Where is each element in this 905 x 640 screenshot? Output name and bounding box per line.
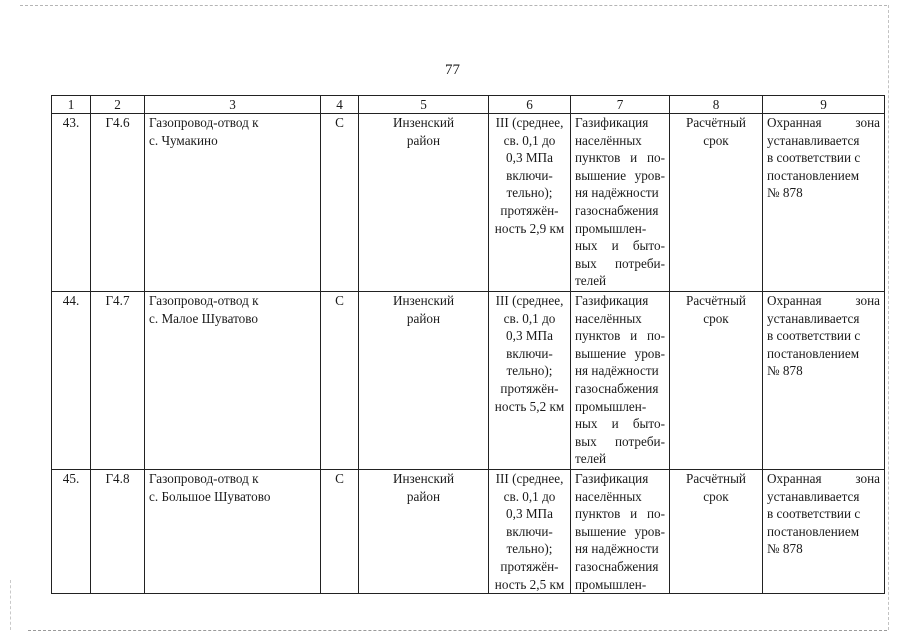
object-name-line: Газопровод-отвод к — [149, 293, 259, 308]
object-name — [145, 114, 321, 292]
object-term-line: срок — [703, 310, 729, 326]
object-goal-line: телей — [575, 273, 607, 289]
object-zone — [763, 470, 885, 594]
object-zone-line: устанавливается — [767, 310, 860, 326]
table-row — [52, 114, 885, 292]
object-parameters-line: включи- — [506, 345, 553, 361]
object-parameters — [489, 292, 571, 470]
column-header: 4 — [321, 96, 359, 114]
object-zone-line: устанавливается — [767, 488, 860, 504]
object-goal-line: ных и быто- — [575, 416, 665, 432]
object-goal — [571, 470, 670, 594]
object-category: С — [321, 470, 359, 594]
object-term-line: Расчётный — [685, 471, 746, 486]
object-zone-line: в соответствии с — [767, 506, 861, 522]
object-parameters-line: протяжён- — [500, 380, 559, 396]
object-parameters-line: включи- — [506, 523, 553, 539]
object-parameters-line: св. 0,1 до — [503, 488, 556, 504]
object-parameters-line: III (среднее, — [495, 115, 564, 130]
object-district — [359, 470, 489, 594]
column-header: 5 — [359, 96, 489, 114]
object-goal-line: населённых — [575, 488, 642, 504]
object-zone-line: Охранная зона — [767, 293, 880, 308]
object-goal-line: газоснабжения — [575, 202, 659, 218]
object-term-line: срок — [703, 132, 729, 148]
object-parameters-line: протяжён- — [500, 558, 559, 574]
object-district-line: Инзенский — [392, 293, 455, 308]
object-name-line: Газопровод-отвод к — [149, 115, 259, 130]
object-goal-line: ных и быто- — [575, 238, 665, 254]
object-goal-line: газоснабжения — [575, 558, 659, 574]
object-goal-line: пунктов и по- — [575, 328, 665, 344]
objects-table — [51, 95, 885, 594]
table-row — [52, 292, 885, 470]
object-zone-line: № 878 — [767, 541, 803, 557]
object-district-line: район — [406, 132, 441, 148]
object-zone-line: № 878 — [767, 185, 803, 201]
object-goal-line: Газификация — [575, 293, 649, 308]
object-zone-line: Охранная зона — [767, 115, 880, 130]
object-zone-line: постановлением — [767, 345, 860, 361]
row-number: 45. — [52, 470, 91, 594]
object-zone — [763, 114, 885, 292]
object-district-line: Инзенский — [392, 115, 455, 130]
object-goal-line: промышлен- — [575, 398, 647, 414]
column-header: 7 — [571, 96, 670, 114]
object-goal-line: вышение уров- — [575, 345, 665, 361]
object-goal-line: ня надёжности — [575, 185, 659, 201]
object-parameters-line: 0,3 МПа — [506, 328, 553, 344]
object-term — [670, 292, 763, 470]
object-parameters — [489, 470, 571, 594]
object-zone-line: Охранная зона — [767, 471, 880, 486]
object-goal-line: ня надёжности — [575, 363, 659, 379]
object-goal — [571, 114, 670, 292]
object-parameters-line: 0,3 МПа — [506, 506, 553, 522]
table-row — [52, 470, 885, 594]
object-name-line: Газопровод-отвод к — [149, 471, 259, 486]
column-header: 3 — [145, 96, 321, 114]
object-goal-line: Газификация — [575, 471, 649, 486]
column-header: 9 — [763, 96, 885, 114]
object-zone-line: № 878 — [767, 363, 803, 379]
object-term — [670, 114, 763, 292]
object-parameters-line: св. 0,1 до — [503, 132, 556, 148]
scan-edge-bottom — [28, 630, 887, 631]
object-category: С — [321, 292, 359, 470]
object-parameters-line: ность 2,5 км — [494, 576, 565, 592]
object-goal-line: населённых — [575, 310, 642, 326]
object-parameters-line: тельно); — [506, 185, 553, 201]
object-parameters-line: тельно); — [506, 363, 553, 379]
object-goal-line: пунктов и по- — [575, 150, 665, 166]
object-goal-line: ня надёжности — [575, 541, 659, 557]
object-term-line: срок — [703, 488, 729, 504]
object-parameters-line: св. 0,1 до — [503, 310, 556, 326]
object-district-line: район — [406, 488, 441, 504]
column-header: 8 — [670, 96, 763, 114]
object-zone-line: в соответствии с — [767, 328, 861, 344]
object-goal-line: населённых — [575, 132, 642, 148]
object-code: Г4.6 — [91, 114, 145, 292]
object-goal-line: пунктов и по- — [575, 506, 665, 522]
object-goal-line: газоснабжения — [575, 380, 659, 396]
object-goal — [571, 292, 670, 470]
object-zone — [763, 292, 885, 470]
object-category: С — [321, 114, 359, 292]
object-parameters-line: тельно); — [506, 541, 553, 557]
object-name — [145, 470, 321, 594]
object-parameters-line: III (среднее, — [495, 293, 564, 308]
scan-edge-left — [10, 580, 11, 630]
object-goal-line: вышение уров- — [575, 523, 665, 539]
object-district — [359, 292, 489, 470]
object-zone-line: постановлением — [767, 523, 860, 539]
object-zone-line: устанавливается — [767, 132, 860, 148]
object-goal-line: промышлен- — [575, 576, 647, 592]
object-term-line: Расчётный — [685, 293, 746, 308]
column-header: 1 — [52, 96, 91, 114]
object-parameters-line: ность 2,9 км — [494, 220, 565, 236]
object-parameters-line: 0,3 МПа — [506, 150, 553, 166]
object-district-line: Инзенский — [392, 471, 455, 486]
scan-edge-top — [20, 5, 887, 6]
object-code: Г4.8 — [91, 470, 145, 594]
object-goal-line: Газификация — [575, 115, 649, 130]
scan-edge-right — [888, 5, 889, 630]
object-goal-line: вых потреби- — [575, 433, 665, 449]
object-term — [670, 470, 763, 594]
page-number: 77 — [445, 62, 460, 78]
object-parameters-line: включи- — [506, 167, 553, 183]
object-name-line: с. Малое Шуватово — [149, 310, 259, 326]
object-goal-line: вых потреби- — [575, 255, 665, 271]
header-row — [52, 96, 885, 114]
object-parameters-line: протяжён- — [500, 202, 559, 218]
object-district — [359, 114, 489, 292]
object-goal-line: промышлен- — [575, 220, 647, 236]
object-zone-line: постановлением — [767, 167, 860, 183]
object-district-line: район — [406, 310, 441, 326]
object-name-line: с. Чумакино — [149, 132, 218, 148]
object-goal-line: вышение уров- — [575, 167, 665, 183]
object-name — [145, 292, 321, 470]
object-parameters-line: ность 5,2 км — [494, 398, 565, 414]
object-goal-line: телей — [575, 451, 607, 467]
row-number: 44. — [52, 292, 91, 470]
object-name-line: с. Большое Шуватово — [149, 488, 271, 504]
row-number: 43. — [52, 114, 91, 292]
object-zone-line: в соответствии с — [767, 150, 861, 166]
object-code: Г4.7 — [91, 292, 145, 470]
object-parameters — [489, 114, 571, 292]
column-header: 2 — [91, 96, 145, 114]
object-parameters-line: III (среднее, — [495, 471, 564, 486]
object-term-line: Расчётный — [685, 115, 746, 130]
column-header: 6 — [489, 96, 571, 114]
